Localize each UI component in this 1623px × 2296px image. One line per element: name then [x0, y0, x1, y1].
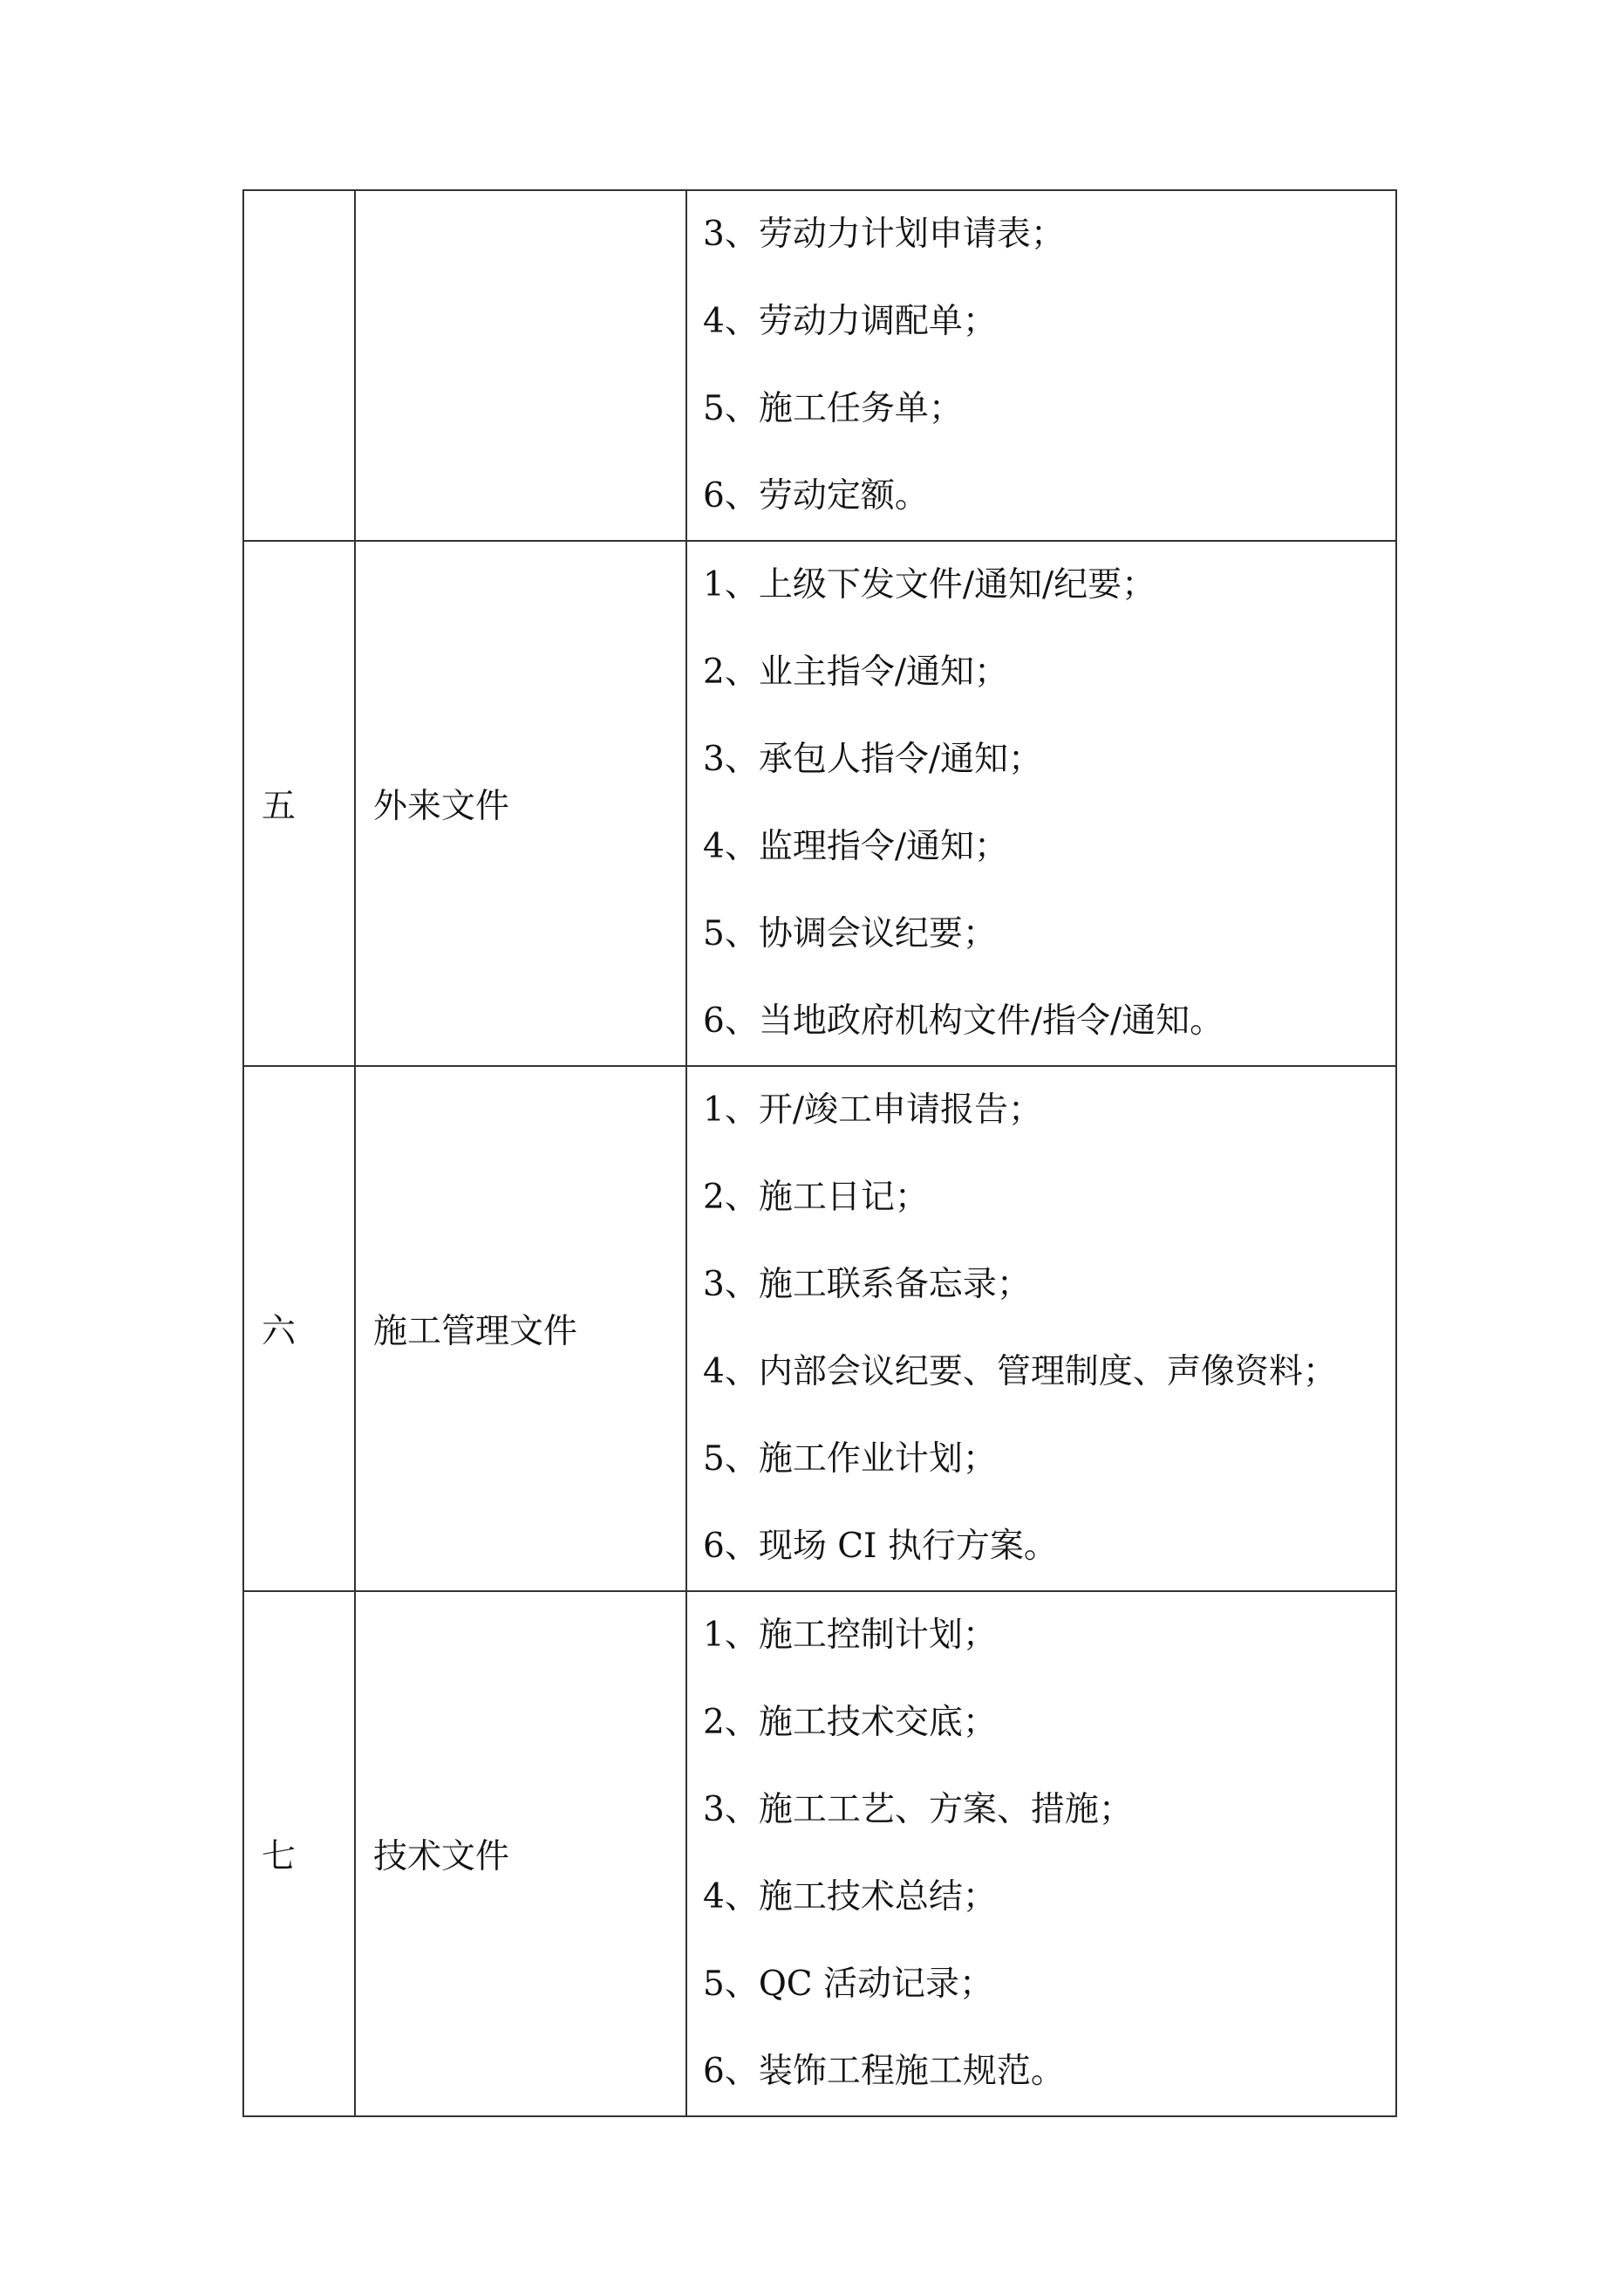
item-list [703, 191, 1395, 540]
list-item: 1、开/竣工申请报告； [703, 1090, 1042, 1130]
list-item: 6、劳动定额。 [703, 476, 929, 516]
section-number-cell: 七 [243, 1591, 355, 2116]
list-item: 3、承包人指令/通知； [703, 740, 1042, 779]
list-item: 1、施工控制计划； [703, 1616, 997, 1655]
list-item: 5、施工任务单； [703, 389, 963, 428]
list-item: 4、劳动力调配单； [703, 302, 997, 341]
list-item: 5、施工作业计划； [703, 1439, 997, 1479]
section-category-cell [355, 190, 686, 541]
list-item: 5、QC 活动记录； [703, 1965, 994, 2004]
table-row [243, 1066, 1396, 1591]
section-items-cell [686, 1066, 1396, 1591]
section-number-cell: 六 [243, 1066, 355, 1591]
list-item: 2、施工技术交底； [703, 1703, 997, 1742]
section-items-cell [686, 541, 1396, 1066]
section-number-cell [243, 190, 355, 541]
item-list [703, 1592, 1395, 2115]
list-item: 2、施工日记； [703, 1178, 929, 1217]
section-items-cell [686, 1591, 1396, 2116]
section-items-cell [686, 190, 1396, 541]
list-item: 3、劳动力计划申请表； [703, 215, 1065, 254]
list-item: 3、施工工艺、方案、措施； [703, 1790, 1133, 1829]
table-row [243, 541, 1396, 1066]
section-category-cell: 外来文件 [355, 541, 686, 1066]
list-item: 5、协调会议纪要； [703, 914, 997, 953]
list-item: 4、施工技术总结； [703, 1877, 997, 1917]
list-item: 1、上级下发文件/通知/纪要； [703, 565, 1156, 605]
list-item: 2、业主指令/通知； [703, 653, 1008, 692]
table-row [243, 1591, 1396, 2116]
document-table [242, 189, 1397, 2117]
list-item: 6、装饰工程施工规范。 [703, 2052, 1065, 2091]
section-number-cell: 五 [243, 541, 355, 1066]
table-row [243, 190, 1396, 541]
item-list [703, 1067, 1395, 1590]
section-category-cell: 技术文件 [355, 1591, 686, 2116]
item-list [703, 542, 1395, 1065]
list-item: 6、现场 CI 执行方案。 [703, 1527, 1058, 1566]
list-item: 4、内部会议纪要、管理制度、声像资料； [703, 1352, 1337, 1391]
table-body [243, 190, 1396, 2116]
section-category-cell: 施工管理文件 [355, 1066, 686, 1591]
list-item: 6、当地政府机构文件/指令/通知。 [703, 1001, 1224, 1041]
list-item: 4、监理指令/通知； [703, 827, 1008, 866]
list-item: 3、施工联系备忘录； [703, 1265, 1031, 1304]
